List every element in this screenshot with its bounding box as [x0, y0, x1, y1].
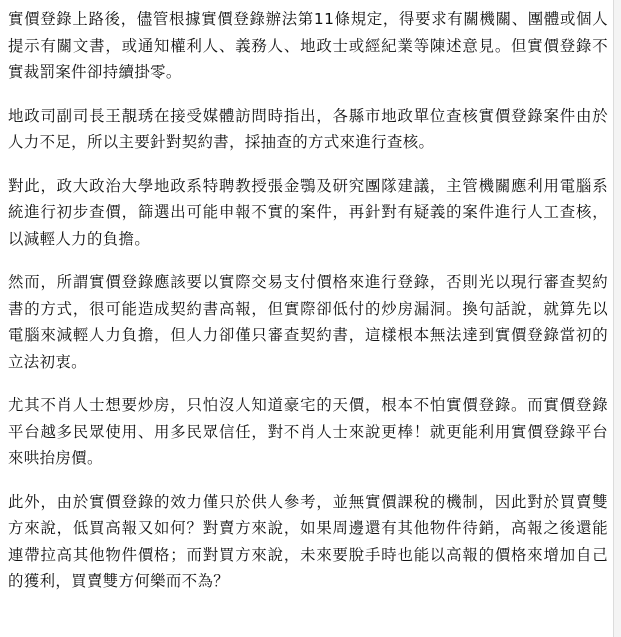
- paragraph-6: 此外，由於實價登錄的效力僅只於供人參考，並無實價課稅的機制，因此對於買賣雙方來說，低買高報又如何？對賣方來說，如果周邊還有其他物件待銷，高報之後還能連帶拉高其他物件價格；而對買方來說，未來要脫手時也能以高報的價格來增加自己的獲利，買賣雙方何樂而不為？: [8, 492, 608, 590]
- paragraph-1: 實價登錄上路後，儘管根據實價登錄辦法第11條規定，得要求有關機關、團體或個人提示有關文書，或通知權利人、義務人、地政士或經紀業等陳述意見。但實價登錄不實裁罰案件卻持續掛零。: [8, 10, 608, 81]
- article-body: [8, 6, 608, 612]
- paragraph-4: 然而，所謂實價登錄應該要以實際交易支付價格來進行登錄，否則光以現行審查契約書的方式，很可能造成契約書高報，但實際卻低付的炒房漏洞。換句話說，就算先以電腦來減輕人力負擔，但人力卻僅只審查契約書，這樣根本無法達到實價登錄當初的立法初衷。: [8, 273, 608, 371]
- paragraph-3: 對此，政大政治大學地政系特聘教授張金鶚及研究團隊建議，主管機關應利用電腦系統進行初步查價，篩選出可能申報不實的案件，再針對有疑義的案件進行人工查核，以減輕人力的負擔。: [8, 176, 608, 248]
- paragraph-5: 尤其不肖人士想要炒房，只怕沒人知道豪宅的天價，根本不怕實價登錄。而實價登錄平台越多民眾使用、用多民眾信任，對不肖人士來說更棒！就更能利用實價登錄平台來哄抬房價。: [8, 396, 608, 467]
- paragraph-2: 地政司副司長王靚琇在接受媒體訪問時指出，各縣市地政單位查核實價登錄案件由於人力不足，所以主要針對契約書，採抽查的方式來進行查核。: [8, 106, 608, 151]
- scrollbar[interactable]: [613, 0, 621, 637]
